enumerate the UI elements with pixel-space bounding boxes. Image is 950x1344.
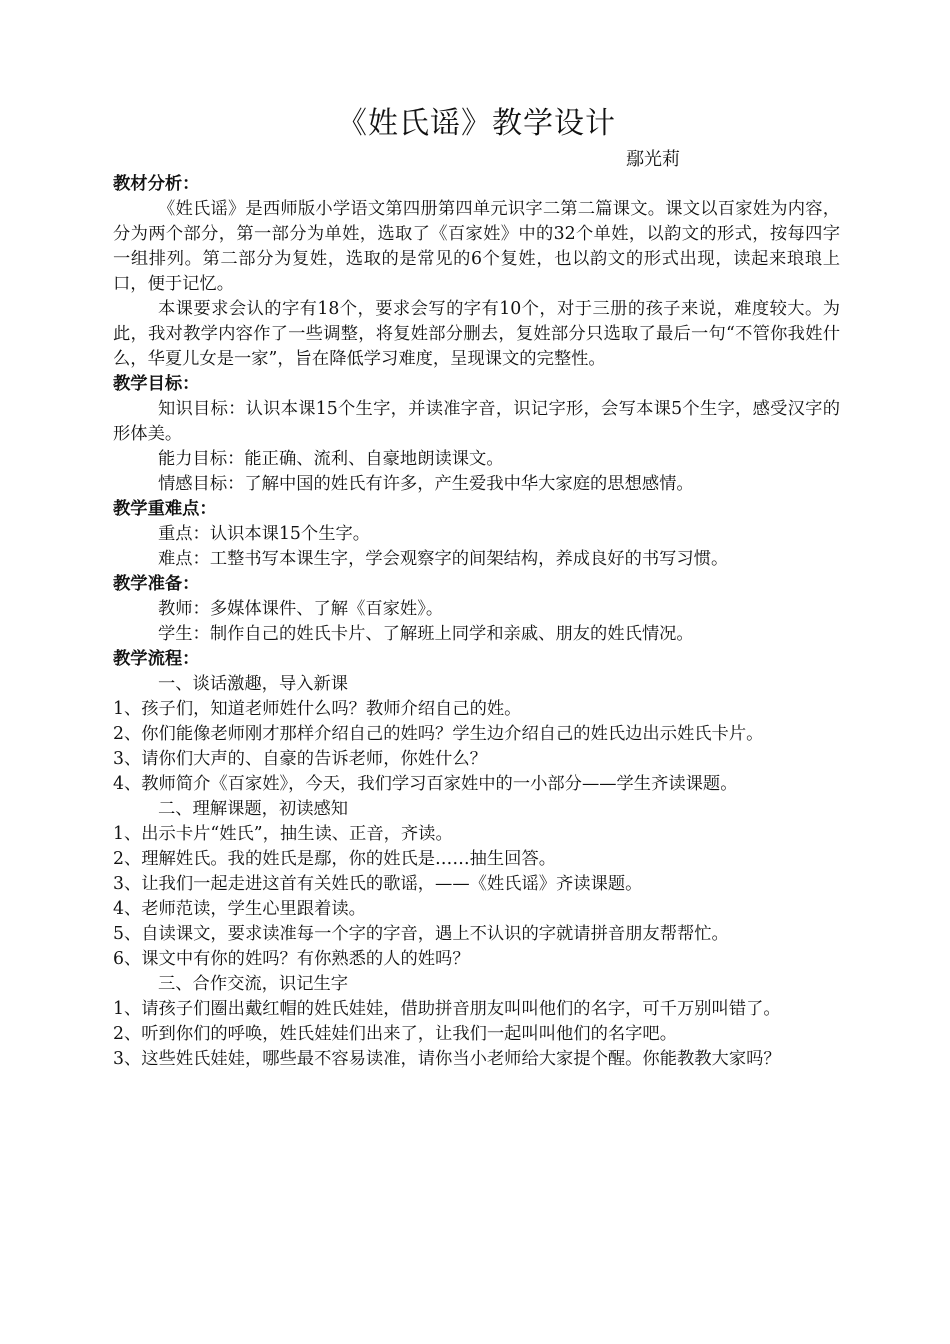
list-item: 1、出示卡片“姓氏”，抽生读、正音，齐读。: [113, 824, 453, 844]
process-part-1-title: 一、谈话激趣，导入新课: [157, 674, 349, 694]
list-item: 3、让我们一起走进这首有关姓氏的歌谣，——《姓氏谣》齐读课题。: [113, 874, 643, 894]
list-item: 5、自读课文，要求读准每一个字的字音，遇上不认识的字就请拼音朋友帮帮忙。: [113, 924, 729, 944]
process-part-2-title: 二、理解课题，初读感知: [157, 799, 349, 819]
list-item: 4、教师简介《百家姓》，今天，我们学习百家姓中的一小部分——学生齐读课题。: [113, 774, 738, 794]
section-heading-key-points: 教学重难点：: [113, 499, 217, 519]
goal-emotion: 情感目标：了解中国的姓氏有许多，产生爱我中华大家庭的思想感情。: [157, 474, 694, 494]
difficult-point: 难点：工整书写本课生字，学会观察字的间架结构，养成良好的书写习惯。: [157, 549, 729, 569]
list-item: 2、你们能像老师刚才那样介绍自己的姓吗？学生边介绍自己的姓氏边出示姓氏卡片。: [113, 724, 764, 744]
section-heading-analysis: 教材分析：: [113, 174, 200, 194]
document-title: 《姓氏谣》教学设计: [337, 106, 616, 141]
process-part-3-title: 三、合作交流，识记生字: [157, 974, 349, 994]
analysis-paragraph-2: 本课要求会认的字有18个，要求会写的字有10个，对于三册的孩子来说，难度较大。为此，我对教学内容作了一些调整，将复姓部分删去，复姓部分只选取了最后一句“不管你我姓什么，华夏儿女是一家”，旨在降低学习难度，呈现课文的完整性。: [113, 299, 840, 369]
preparation-teacher: 教师：多媒体课件、了解《百家姓》。: [157, 599, 444, 619]
list-item: 1、请孩子们圈出戴红帽的姓氏娃娃，借助拼音朋友叫叫他们的名字，可千万别叫错了。: [113, 999, 781, 1019]
key-point: 重点：认识本课15个生字。: [157, 524, 371, 544]
author-name: 鄢光莉: [626, 149, 680, 170]
goal-knowledge: 知识目标：认识本课15个生字，并读准字音，识记字形，会写本课5个生字，感受汉字的形体美。: [113, 399, 840, 444]
list-item: 1、孩子们，知道老师姓什么吗？教师介绍自己的姓。: [113, 699, 522, 719]
list-item: 2、理解姓氏。我的姓氏是鄢，你的姓氏是……抽生回答。: [113, 849, 557, 869]
section-heading-process: 教学流程：: [113, 649, 200, 669]
section-heading-preparation: 教学准备：: [113, 574, 200, 594]
section-heading-goals: 教学目标：: [113, 374, 200, 394]
preparation-student: 学生：制作自己的姓氏卡片、了解班上同学和亲戚、朋友的姓氏情况。: [157, 624, 694, 644]
list-item: 2、听到你们的呼唤，姓氏娃娃们出来了，让我们一起叫叫他们的名字吧。: [113, 1024, 677, 1044]
list-item: 4、老师范读，学生心里跟着读。: [113, 899, 366, 919]
list-item: 3、这些姓氏娃娃，哪些最不容易读准，请你当小老师给大家提个醒。你能教教大家吗？: [113, 1049, 781, 1069]
document-body: [113, 172, 840, 1072]
list-item: 3、请你们大声的、自豪的告诉老师，你姓什么？: [113, 749, 487, 769]
goal-ability: 能力目标：能正确、流利、自豪地朗读课文。: [157, 449, 504, 469]
list-item: 6、课文中有你的姓吗？有你熟悉的人的姓吗？: [113, 949, 470, 969]
analysis-paragraph-1: 《姓氏谣》是西师版小学语文第四册第四单元识字二第二篇课文。课文以百家姓为内容，分为两个部分，第一部分为单姓，选取了《百家姓》中的32个单姓，以韵文的形式，按每四字一组排列。第二部分为复姓，选取的是常见的6个复姓，也以韵文的形式出现，读起来琅琅上口，便于记忆。: [113, 199, 840, 294]
